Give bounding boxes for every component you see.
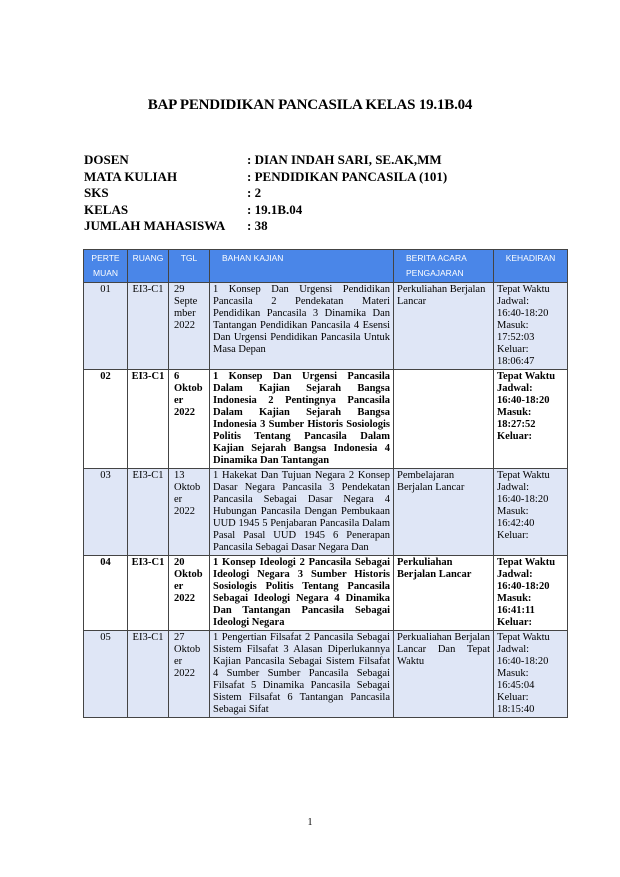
cell-ruang: EI3-C1: [128, 469, 169, 556]
info-label: DOSEN: [84, 152, 129, 167]
cell-berita-acara: [394, 370, 494, 469]
info-row-jumlah-mahasiswa: [84, 218, 447, 235]
kehadiran-line: Masuk:: [497, 593, 532, 604]
bap-table: [83, 249, 568, 718]
header-berita-acara: [394, 250, 494, 283]
tgl-line: Septe: [174, 296, 198, 307]
tgl-line: 2022: [174, 320, 195, 331]
cell-ruang: EI3-C1: [128, 370, 169, 469]
table-row: [84, 631, 568, 718]
tgl-line: er: [174, 581, 184, 592]
cell-pertemuan: 04: [84, 556, 128, 631]
document-title: BAP PENDIDIKAN PANCASILA KELAS 19.1B.04: [147, 97, 473, 113]
info-row-mata-kuliah: [84, 169, 447, 186]
cell-tgl: [169, 283, 210, 370]
tgl-line: 20: [174, 557, 185, 568]
header-berita-line2: PENGAJARAN: [406, 268, 464, 278]
cell-ruang: EI3-C1: [128, 556, 169, 631]
kehadiran-line: Keluar:: [497, 344, 529, 355]
tgl-line: er: [174, 656, 183, 667]
tgl-line: 6: [174, 371, 180, 382]
kehadiran-line: 16:42:40: [497, 518, 535, 529]
cell-bahan-kajian: 1 Konsep Ideologi 2 Pancasila Sebagai Ideologi Negara 3 Sumber Historis Sosiologis Politis Tentang Pancasila Sebagai Ideologi Negara 4 Dinamika Dan Tantangan Pancasila Sebagai Ideologi Negara: [210, 556, 394, 631]
kehadiran-line: 16:45:04: [497, 680, 535, 691]
cell-bahan-kajian: 1 Konsep Dan Urgensi Pancasila Dalam Kajian Sejarah Bangsa Indonesia 2 Pentingnya Pancasila Dalam Kajian Sejarah Bangsa Indonesia 3 Sumber Historis Sosiologis Politis Tentang Pancasila Dalam Kajian Sejarah Bangsa Indonesia 4 Dinamika Dan Tantangan: [210, 370, 394, 469]
info-value: : 2: [247, 185, 262, 200]
tgl-line: Oktob: [174, 569, 203, 580]
cell-tgl: [169, 631, 210, 718]
header-berita-line1: BERITA ACARA: [406, 253, 467, 263]
table-header-row: [84, 250, 568, 283]
cell-pertemuan: 02: [84, 370, 128, 469]
cell-pertemuan: 03: [84, 469, 128, 556]
kehadiran-line: Jadwal:: [497, 296, 530, 307]
kehadiran-line: 18:06:47: [497, 356, 535, 367]
tgl-line: er: [174, 395, 184, 406]
kehadiran-line: Tepat Waktu: [497, 371, 556, 382]
cell-bahan-kajian: 1 Hakekat Dan Tujuan Negara 2 Konsep Dasar Negara Pancasila 3 Pendekatan Pancasila Sebagai Dasar Negara 4 Hubungan Pancasila Dengan Pembukaan UUD 1945 5 Penjabaran Pancasila Dalam Pasal Pasal UUD 1945 6 Penerapan Pancasila Sebagai Dasar Negara Dan: [210, 469, 394, 556]
tgl-line: Oktob: [174, 644, 201, 655]
header-bahan-kajian-label: BAHAN KAJIAN: [222, 253, 284, 263]
tgl-line: Oktob: [174, 383, 203, 394]
kehadiran-line: Masuk:: [497, 668, 529, 679]
tgl-line: 2022: [174, 593, 195, 604]
tgl-line: er: [174, 494, 183, 505]
header-bahan-kajian: [210, 250, 394, 283]
cell-ruang: EI3-C1: [128, 631, 169, 718]
header-pertemuan-line1: PERTE: [91, 253, 120, 263]
kehadiran-line: 18:15:40: [497, 704, 535, 715]
cell-pertemuan: 05: [84, 631, 128, 718]
header-tgl: TGL: [169, 250, 210, 283]
kehadiran-line: 16:40-18:20: [497, 395, 550, 406]
info-label: SKS: [84, 185, 109, 200]
kehadiran-line: Tepat Waktu: [497, 284, 550, 295]
info-value: : DIAN INDAH SARI, SE.AK,MM: [247, 152, 442, 167]
cell-kehadiran: [494, 469, 568, 556]
header-pertemuan-line2: MUAN: [92, 268, 119, 278]
table-row: [84, 283, 568, 370]
tgl-line: 2022: [174, 506, 195, 517]
tgl-line: 2022: [174, 668, 195, 679]
kehadiran-line: Tepat Waktu: [497, 470, 550, 481]
kehadiran-line: Keluar:: [497, 530, 529, 541]
kehadiran-line: 18:27:52: [497, 419, 536, 430]
cell-kehadiran: [494, 370, 568, 469]
header-ruang: RUANG: [128, 250, 169, 283]
kehadiran-line: Keluar:: [497, 617, 532, 628]
tgl-line: 2022: [174, 407, 195, 418]
cell-tgl: [169, 469, 210, 556]
kehadiran-line: Jadwal:: [497, 482, 530, 493]
table-row: [84, 469, 568, 556]
kehadiran-line: Jadwal:: [497, 383, 533, 394]
table-row: [84, 370, 568, 469]
cell-tgl: [169, 370, 210, 469]
cell-berita-acara: Perkuliahan Berjalan Lancar: [394, 556, 494, 631]
info-value: : PENDIDIKAN PANCASILA (101): [247, 168, 448, 184]
cell-ruang: EI3-C1: [128, 283, 169, 370]
info-row-kelas: [84, 202, 447, 219]
cell-tgl: [169, 556, 210, 631]
cell-kehadiran: [494, 556, 568, 631]
kehadiran-line: Masuk:: [497, 506, 529, 517]
cell-berita-acara: Perkuliahan Berjalan Lancar: [394, 283, 494, 370]
info-label: MATA KULIAH: [84, 168, 178, 184]
kehadiran-line: Keluar:: [497, 692, 529, 703]
cell-bahan-kajian: 1 Konsep Dan Urgensi Pendidikan Pancasila 2 Pendekatan Materi Pendidikan Pancasila 3 Dinamika Dan Tantangan Pendidikan Pancasila 4 Esensi Dan Urgensi Pendidikan Pancasila Untuk Masa Depan: [210, 283, 394, 370]
header-pertemuan: [84, 250, 128, 283]
info-label: KELAS: [84, 201, 129, 217]
cell-berita-acara: Perkualiahan Berjalan Lancar Dan Tepat Waktu: [394, 631, 494, 718]
kehadiran-line: Tepat Waktu: [497, 557, 556, 568]
cell-kehadiran: [494, 631, 568, 718]
kehadiran-line: Jadwal:: [497, 644, 530, 655]
kehadiran-line: 16:40-18:20: [497, 581, 550, 592]
cell-bahan-kajian: 1 Pengertian Filsafat 2 Pancasila Sebagai Sistem Filsafat 3 Alasan Diperlukannya Kajian Pancasila Sebagai Sistem Filsafat 4 Sumber Sumber Pancasila Sebagai Filsafat 5 Dinamika Pancasila Sebagai Sistem Filsafat 6 Tantangan Pancasila Sebagai Sifat: [210, 631, 394, 718]
info-row-dosen: [84, 152, 447, 169]
info-value: : 38: [247, 218, 268, 233]
kehadiran-line: Masuk:: [497, 407, 532, 418]
info-row-sks: [84, 185, 447, 202]
kehadiran-line: 16:41:11: [497, 605, 535, 616]
tgl-line: 13: [174, 470, 185, 481]
tgl-line: mber: [174, 308, 196, 319]
kehadiran-line: Tepat Waktu: [497, 632, 550, 643]
tgl-line: Oktob: [174, 482, 201, 493]
kehadiran-line: Keluar:: [497, 431, 532, 442]
tgl-line: 29: [174, 284, 185, 295]
kehadiran-line: Jadwal:: [497, 569, 533, 580]
kehadiran-line: 17:52:03: [497, 332, 535, 343]
table-row: [84, 556, 568, 631]
page-number: 1: [307, 817, 313, 828]
header-kehadiran: KEHADIRAN: [494, 250, 568, 283]
cell-pertemuan: 01: [84, 283, 128, 370]
tgl-line: 27: [174, 632, 185, 643]
cell-kehadiran: [494, 283, 568, 370]
kehadiran-line: 16:40-18:20: [497, 308, 549, 319]
kehadiran-line: 16:40-18:20: [497, 656, 549, 667]
kehadiran-line: Masuk:: [497, 320, 529, 331]
cell-berita-acara: Pembelajaran Berjalan Lancar: [394, 469, 494, 556]
info-value: : 19.1B.04: [247, 201, 303, 217]
course-info: [84, 152, 447, 235]
info-label: JUMLAH MAHASISWA: [84, 218, 226, 233]
kehadiran-line: 16:40-18:20: [497, 494, 549, 505]
